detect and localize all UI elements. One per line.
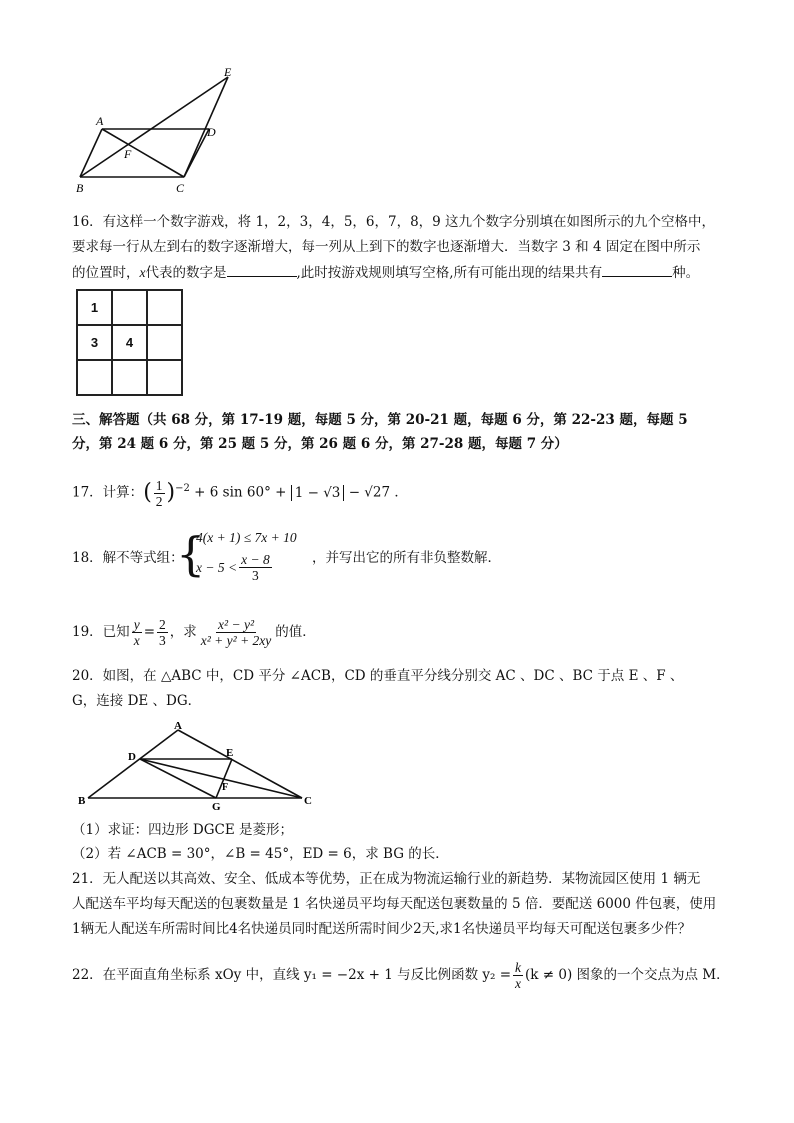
q16-var-x: x [139,265,146,280]
q20-line2: G，连接 DE 、DG． [72,693,202,709]
grid-cell-3: 3 [77,325,112,360]
number-grid [76,289,183,396]
q19-prefix: 19．已知 [72,624,130,640]
grid-cell-1: 1 [77,290,112,325]
section3-header-line1: 三、解答题（共 68 分，第 17-19 题，每题 5 分，第 20-21 题，每题 6 分，第 22-23 题，每题 5 [72,412,688,428]
q18-ineq2-left: x − 5 < [196,559,238,575]
q19-fraction-yx: $\frac{y}{x}$ [133,617,140,648]
q17-rest: + 6 sin 60° + [194,484,287,501]
q22-suffix: (k ≠ 0) 图象的一个交点为点 M． [525,967,730,983]
label-G: G [212,801,221,812]
q18-ineq1: 4(x + 1) ≤ 7x + 10 [196,530,297,545]
grid-cell-4: 4 [112,325,147,360]
figure-triangle [72,720,322,812]
q17-prefix: 17．计算： [72,484,144,501]
label-F: F [124,147,132,161]
q18-suffix: ，并写出它的所有非负整数解． [312,550,501,566]
q21-line2: 人配送车平均每天配送的包裹数量是 1 名快递员平均每天配送包裹数量的 5 倍．要配送 6000 件包裹，使用 [72,896,717,912]
label-B: B [78,795,86,807]
segment-DG [140,759,216,798]
q18-fraction: $\frac{x - 8}{3}$ [241,552,270,583]
grid-cell [147,325,182,360]
q20-part2: （2）若 ∠ACB = 30°，∠B = 45°，ED = 6，求 BG 的长． [72,846,449,862]
q17-exponent: −2 [175,483,190,494]
q17: 17．计算：( $\frac{1}{2}$ )$^{-2}$ + 6 sin 60° + 1 − √3 − √27 ． [72,477,408,509]
section3-header-line2: 分，第 24 题 6 分，第 25 题 5 分，第 26 题 6 分，第 27-28 题，每题 7 分） [72,436,568,452]
label-A: A [96,114,104,128]
segment-DC [140,759,302,798]
q18-prefix: 18．解不等式组： [72,550,184,566]
q22 [72,958,730,992]
grid-cell [147,290,182,325]
q22-prefix: 22．在平面直角坐标系 xOy 中，直线 y₁ = −2x + 1 与反比例函数 y₂ = [72,967,512,983]
label-B: B [76,181,84,195]
q16-line2: 要求每一行从左到右的数字逐渐增大，每一列从上到下的数字也逐渐增大．当数字 3 和 4 固定在图中所示 [72,239,701,255]
q16-line3 [72,262,699,283]
q16-text-c: ,此时按游戏规则填写空格,所有可能出现的结果共有 [296,265,603,281]
segment-AB [88,730,178,798]
grid-cell [147,360,182,395]
label-E: E [224,65,232,79]
q16-text-a: 的位置时， [72,265,140,281]
q19-fraction-23: $\frac{2}{3}$ [159,617,166,648]
q20-line1: 20．如图，在 △ABC 中，CD 平分 ∠ACB，CD 的垂直平分线分别交 AC 、DC 、BC 于点 E 、F 、 [72,668,684,684]
q16-blank-1[interactable] [227,262,297,277]
label-A: A [174,720,182,732]
label-D: D [207,125,216,139]
label-F: F [222,782,229,793]
q17-tail: − √27 ． [348,484,408,501]
q20-part1: （1）求证：四边形 DGCE 是菱形； [72,822,293,838]
q17-abs: 1 − √3 [291,485,345,501]
label-C: C [304,795,312,807]
grid-cell [77,360,112,395]
label-D: D [128,751,136,763]
q19-mid: ，求 [169,624,197,640]
q19-suffix: 的值． [275,624,316,640]
q16-text-d: 种。 [672,265,700,281]
q16-blank-2[interactable] [602,262,672,277]
figure-parallelogram [72,64,252,196]
q16-text-b: 代表的数字是 [145,265,227,281]
label-C: C [176,181,185,195]
q19-fraction-expr: $\frac{\text{x² − y²}}{\text{x² + y² + 2xy}}$ [200,617,272,648]
q21-line3: 1辆无人配送车所需时间比4名快递员同时配送所需时间少2天,求1名快递员平均每天可配送包裹多少件？ [72,921,692,937]
q19-equals: = [143,624,155,640]
q17-fraction: $\frac{1}{2}$ [155,477,163,509]
q16-line1: 16．有这样一个数字游戏，将 1，2，3，4，5，6，7，8，9 这九个数字分别填在如图所示的九个空格中， [72,214,716,230]
grid-cell [112,290,147,325]
q19 [72,614,316,650]
q22-fraction: $\frac{k}{x}$ [515,960,522,991]
label-E: E [226,747,234,759]
q21-line1: 21．无人配送以其高效、安全、低成本等优势，正在成为物流运输行业的新趋势．某物流园区使用 1 辆无 [72,871,701,887]
grid-cell [112,360,147,395]
